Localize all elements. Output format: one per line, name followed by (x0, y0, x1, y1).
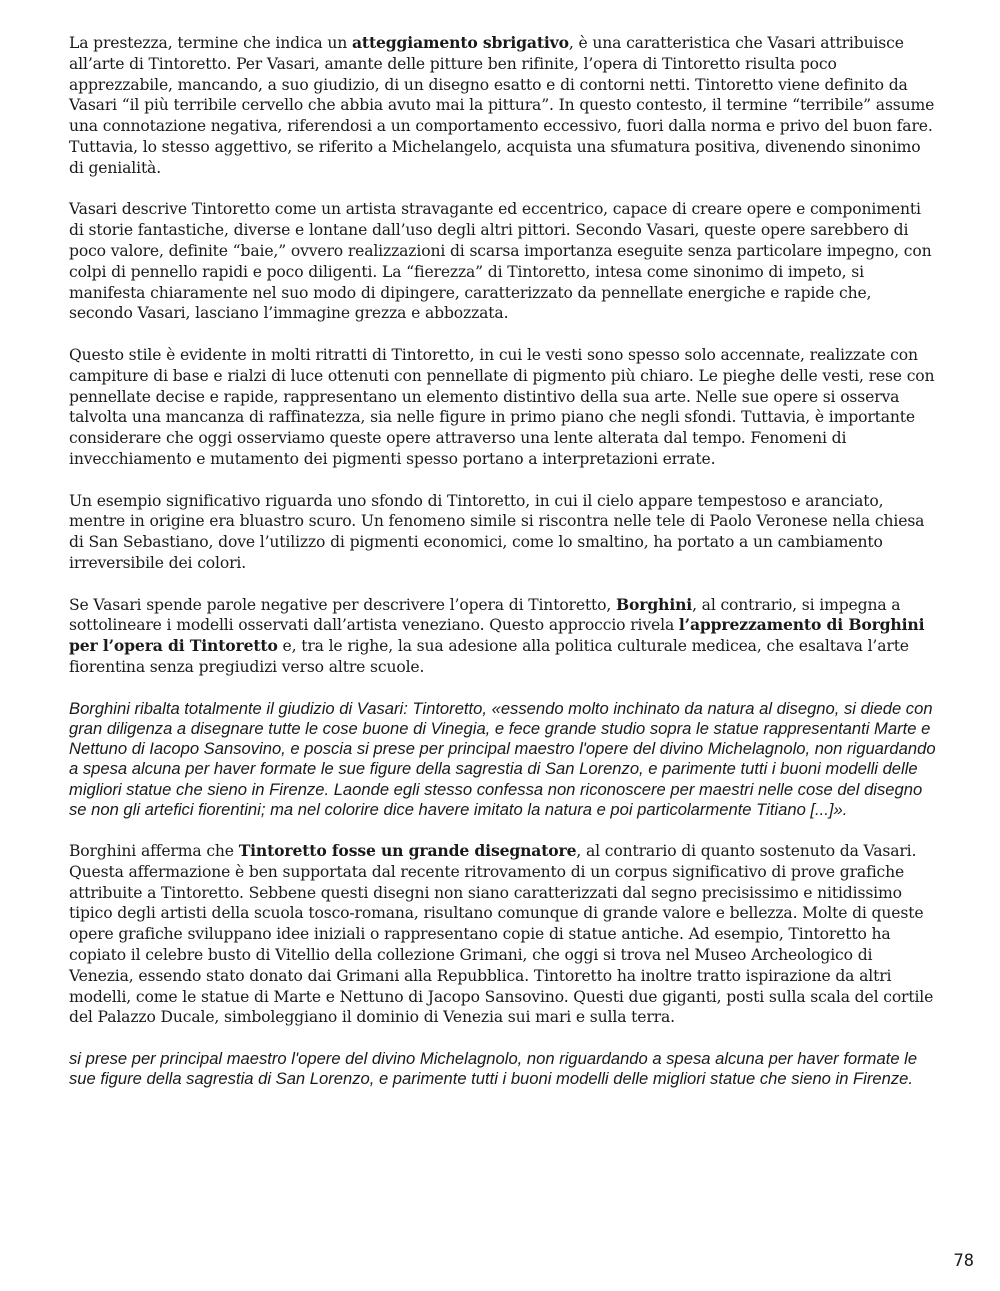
text-run: Questo stile è evidente in molti ritratti di Tintoretto, in cui le vesti sono spesso solo accennate, realizzate con campiture di base e rialzi di luce ottenuti con pennellate di pigmento più chiaro. Le pieghe delle vesti, rese con pennellate decise e rapide, rappresentano un elemento distintivo della sua arte. Nelle sue opere si osserva talvolta una mancanza di raffinatezza, sia nelle figure in primo piano che negli sfondi. Tuttavia, è importante considerare che oggi osserviamo queste opere attraverso una lente alterata dal tempo. Fenomeni di invecchiamento e mutamento dei pigmenti spesso portano a interpretazioni errate. (69, 345, 935, 468)
bold-term: l’apprezzamento di Borghini per l’opera di Tintoretto (69, 615, 925, 656)
text-run: Un esempio significativo riguarda uno sfondo di Tintoretto, in cui il cielo appare tempestoso e aranciato, mentre in origine era bluastro scuro. Un fenomeno simile si riscontra nelle tele di Paolo Veronese nella chiesa di San Sebastiano, dove l’utilizzo di pigmenti economici, come lo smaltino, ha portato a un cambiamento irreversibile dei colori. (69, 491, 925, 572)
bold-term: atteggiamento sbrigativo (351, 33, 569, 52)
quote-borghini (69, 699, 939, 821)
text-run: Se Vasari spende parole negative per descrivere l’opera di Tintoretto, (69, 595, 617, 614)
text-run: Borghini afferma che (69, 842, 239, 861)
paragraph-borghini (69, 595, 939, 678)
bold-term: Tintoretto fosse un grande disegnatore (238, 841, 577, 861)
paragraph-prestezza (69, 33, 939, 179)
paragraph-stile (69, 345, 939, 470)
paragraph-disegnatore (69, 841, 939, 1028)
text-run: , al contrario di quanto sostenuto da Vasari. Questa affermazione è ben supportata dal recente ritrovamento di un corpus significativo di prove grafiche attribuite a Tintoretto. Sebbene questi disegni non siano caratterizzati dal segno precisissimo e nitidissimo tipico degli artisti della scuola tosco-romana, risultano comunque di grande valore e bellezza. Molte di queste opere grafiche sviluppano idee iniziali o rappresentano copie di statue antiche. Ad esempio, Tintoretto ha copiato il celebre busto di Vitellio della collezione Grimani, che oggi si trova nel Museo Archeologico di Venezia, essendo stato donato dai Grimani alla Repubblica. Tintoretto ha inoltre tratto ispirazione da altri modelli, come le statue di Marte e Nettuno di Jacopo Sansovino. Questi due giganti, posti sulla scala del cortile del Palazzo Ducale, simboleggiano il dominio di Venezia sui mari e sulla terra. (69, 842, 934, 1027)
quote-michelagnolo (69, 1049, 939, 1090)
text-run: , al contrario, si impegna a sottolineare i modelli osservati dall’artista veneziano. Questo approccio rivela (69, 595, 901, 635)
paragraph-stravagante (69, 199, 939, 324)
text-run: , è una caratteristica che Vasari attribuisce all’arte di Tintoretto. Per Vasari, amante delle pitture ben rifinite, l’opera di Tintoretto risulta poco apprezzabile, mancando, a suo giudizio, di un disegno esatto e di contorni netti. Tintoretto viene definito da Vasari “il più terribile cervello che abbia avuto mai la pittura”. In questo contesto, il termine “terribile” assume una connotazione negativa, riferendosi a un comportamento eccessivo, fuori dalla norma e privo del buon fare. Tuttavia, lo stesso aggettivo, se riferito a Michelangelo, acquista una sfumatura positiva, divenendo sinonimo di genialità. (69, 34, 935, 177)
text-run: La prestezza, termine che indica un (69, 34, 352, 52)
paragraph-esempio (69, 491, 939, 574)
text-run: e, tra le righe, la sua adesione alla politica culturale medicea, che esaltava l’arte fiorentina senza pregiudizi verso altre scuole. (69, 637, 909, 676)
bold-term: Borghini (616, 594, 693, 614)
quote-text: Borghini ribalta totalmente il giudizio di Vasari: Tintoretto, «essendo molto inchinato da natura al disegno, si diede con gran diligenza a disegnare tutte le cose buone di Vinegia, e fece grande studio sopra le statue rappresentanti Marte e Nettuno di Iacopo Sansovino, e poscia si prese per principal maestro l'opere del divino Michelagnolo, non riguardando a spesa alcuna per haver formate le sue figure della sagrestia di San Lorenzo, e parimente tutti i buoni modelli delle migliori statue che sieno in Firenze. Laonde egli stesso confessa non riconoscere per maestri nelle cose del disegno se non gli artefici fiorentini; ma nel colorire dice havere imitato la natura e poi particolarmente Titiano [...]». (69, 698, 936, 819)
text-run: Vasari descrive Tintoretto come un artista stravagante ed eccentrico, capace di creare opere e componimenti di storie fantastiche, diverse e lontane dall’uso degli altri pittori. Secondo Vasari, queste opere sarebbero di poco valore, definite “baie,” ovvero realizzazioni di scarsa importanza eseguite senza particolare impegno, con colpi di pennello rapidi e poco diligenti. La “fierezza” di Tintoretto, intesa come sinonimo di impeto, si manifesta chiaramente nel suo modo di dipingere, caratterizzato da pennellate energiche e rapide che, secondo Vasari, lasciano l’immagine grezza e abbozzata. (69, 200, 932, 323)
page-number: 78 (953, 1251, 974, 1271)
page-content (69, 33, 939, 1110)
quote-text: si prese per principal maestro l'opere del divino Michelagnolo, non riguardando a spesa alcuna per haver formate le sue figure della sagrestia di San Lorenzo, e parimente tutti i buoni modelli delle migliori statue che sieno in Firenze. (69, 1049, 918, 1089)
